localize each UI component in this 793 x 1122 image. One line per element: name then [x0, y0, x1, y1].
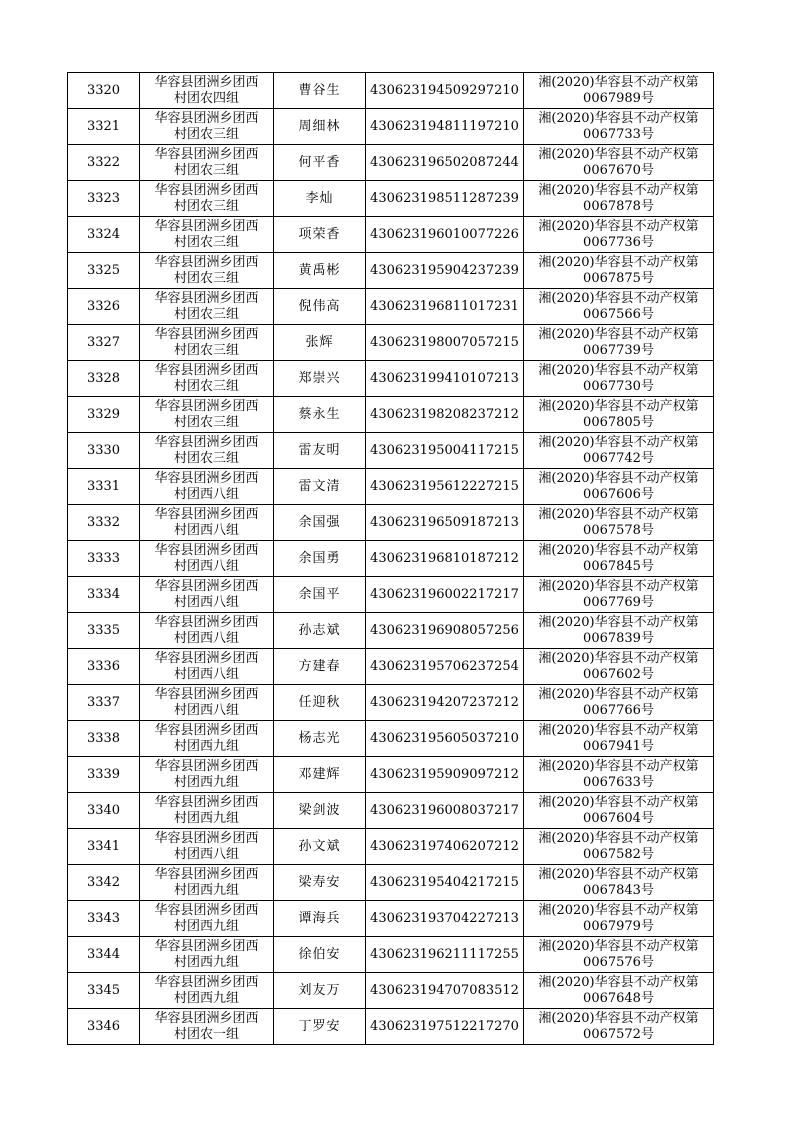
address-line-2: 村团农一组	[173, 1026, 239, 1042]
certificate-line-2: 0067670号	[583, 162, 654, 178]
address-line-1: 华容县团洲乡团西	[154, 74, 259, 90]
address-line-2: 村团西八组	[173, 666, 239, 682]
owner-name: 梁寿安	[274, 865, 366, 901]
id-number: 430623194811197210	[366, 109, 524, 145]
owner-name: 余国勇	[274, 541, 366, 577]
owner-name: 邓建辉	[274, 757, 366, 793]
address-cell	[140, 973, 274, 1009]
address-line-2: 村团西八组	[173, 702, 239, 718]
address-line-2: 村团农三组	[173, 450, 239, 466]
address-line-1: 华容县团洲乡团西	[154, 578, 259, 594]
address-line-2: 村团西八组	[173, 558, 239, 574]
certificate-line-2: 0067572号	[583, 1026, 654, 1042]
certificate-line-2: 0067633号	[583, 774, 654, 790]
address-line-2: 村团西九组	[173, 774, 239, 790]
table-row	[68, 973, 714, 1009]
address-line-1: 华容县团洲乡团西	[154, 506, 259, 522]
table-row	[68, 253, 714, 289]
table-row	[68, 613, 714, 649]
table-row	[68, 73, 714, 109]
certificate-line-2: 0067604号	[583, 810, 654, 826]
certificate-line-1: 湘(2020)华容县不动产权第	[538, 902, 699, 918]
certificate-cell	[524, 901, 714, 937]
address-line-2: 村团西九组	[173, 882, 239, 898]
certificate-line-2: 0067805号	[583, 414, 654, 430]
owner-name: 余国强	[274, 505, 366, 541]
owner-name: 郑崇兴	[274, 361, 366, 397]
certificate-cell	[524, 217, 714, 253]
certificate-line-1: 湘(2020)华容县不动产权第	[538, 758, 699, 774]
certificate-line-1: 湘(2020)华容县不动产权第	[538, 650, 699, 666]
certificate-cell	[524, 757, 714, 793]
certificate-line-1: 湘(2020)华容县不动产权第	[538, 1010, 699, 1026]
id-number: 430623196502087244	[366, 145, 524, 181]
address-line-1: 华容县团洲乡团西	[154, 974, 259, 990]
certificate-cell	[524, 397, 714, 433]
certificate-line-2: 0067578号	[583, 522, 654, 538]
row-number: 3324	[68, 217, 140, 253]
owner-name: 刘友万	[274, 973, 366, 1009]
row-number: 3329	[68, 397, 140, 433]
address-line-2: 村团西八组	[173, 486, 239, 502]
certificate-cell	[524, 289, 714, 325]
address-cell	[140, 937, 274, 973]
row-number: 3335	[68, 613, 140, 649]
id-number: 430623195605037210	[366, 721, 524, 757]
id-number: 430623194207237212	[366, 685, 524, 721]
owner-name: 余国平	[274, 577, 366, 613]
owner-name: 李灿	[274, 181, 366, 217]
table-row	[68, 901, 714, 937]
row-number: 3322	[68, 145, 140, 181]
id-number: 430623195904237239	[366, 253, 524, 289]
id-number: 430623198511287239	[366, 181, 524, 217]
address-line-1: 华容县团洲乡团西	[154, 434, 259, 450]
address-line-2: 村团农三组	[173, 414, 239, 430]
address-cell	[140, 73, 274, 109]
certificate-cell	[524, 793, 714, 829]
address-line-2: 村团农三组	[173, 270, 239, 286]
owner-name: 周细林	[274, 109, 366, 145]
address-line-1: 华容县团洲乡团西	[154, 686, 259, 702]
id-number: 430623196010077226	[366, 217, 524, 253]
certificate-line-1: 湘(2020)华容县不动产权第	[538, 614, 699, 630]
id-number: 430623197406207212	[366, 829, 524, 865]
address-line-2: 村团西九组	[173, 954, 239, 970]
certificate-line-2: 0067742号	[583, 450, 654, 466]
address-line-1: 华容县团洲乡团西	[154, 938, 259, 954]
certificate-cell	[524, 865, 714, 901]
address-cell	[140, 289, 274, 325]
owner-name: 任迎秋	[274, 685, 366, 721]
table-row	[68, 1009, 714, 1045]
owner-name: 黄禹彬	[274, 253, 366, 289]
certificate-cell	[524, 577, 714, 613]
certificate-line-2: 0067941号	[583, 738, 654, 754]
owner-name: 项荣香	[274, 217, 366, 253]
id-number: 430623197512217270	[366, 1009, 524, 1045]
owner-name: 徐伯安	[274, 937, 366, 973]
certificate-line-2: 0067730号	[583, 378, 654, 394]
address-cell	[140, 325, 274, 361]
address-line-2: 村团农三组	[173, 198, 239, 214]
certificate-line-2: 0067845号	[583, 558, 654, 574]
table-row	[68, 793, 714, 829]
certificate-cell	[524, 325, 714, 361]
certificate-line-1: 湘(2020)华容县不动产权第	[538, 794, 699, 810]
id-number: 430623196509187213	[366, 505, 524, 541]
address-cell	[140, 505, 274, 541]
row-number: 3323	[68, 181, 140, 217]
id-number: 430623196008037217	[366, 793, 524, 829]
certificate-cell	[524, 109, 714, 145]
row-number: 3338	[68, 721, 140, 757]
address-line-2: 村团西八组	[173, 522, 239, 538]
certificate-line-1: 湘(2020)华容县不动产权第	[538, 182, 699, 198]
address-cell	[140, 829, 274, 865]
table-row	[68, 865, 714, 901]
certificate-line-2: 0067733号	[583, 126, 654, 142]
certificate-line-2: 0067576号	[583, 954, 654, 970]
certificate-line-2: 0067839号	[583, 630, 654, 646]
address-cell	[140, 1009, 274, 1045]
table-row	[68, 289, 714, 325]
table-row	[68, 433, 714, 469]
certificate-line-2: 0067739号	[583, 342, 654, 358]
address-cell	[140, 109, 274, 145]
table-row	[68, 397, 714, 433]
table-row	[68, 109, 714, 145]
address-line-2: 村团农四组	[173, 90, 239, 106]
row-number: 3321	[68, 109, 140, 145]
address-line-2: 村团农三组	[173, 162, 239, 178]
address-line-1: 华容县团洲乡团西	[154, 326, 259, 342]
owner-name: 方建春	[274, 649, 366, 685]
table-row	[68, 181, 714, 217]
certificate-line-2: 0067878号	[583, 198, 654, 214]
certificate-line-1: 湘(2020)华容县不动产权第	[538, 866, 699, 882]
address-line-1: 华容县团洲乡团西	[154, 362, 259, 378]
address-cell	[140, 613, 274, 649]
row-number: 3326	[68, 289, 140, 325]
row-number: 3320	[68, 73, 140, 109]
row-number: 3331	[68, 469, 140, 505]
certificate-line-2: 0067875号	[583, 270, 654, 286]
address-line-1: 华容县团洲乡团西	[154, 758, 259, 774]
owner-name: 谭海兵	[274, 901, 366, 937]
id-number: 430623196810187212	[366, 541, 524, 577]
certificate-cell	[524, 361, 714, 397]
table-row	[68, 685, 714, 721]
address-line-1: 华容县团洲乡团西	[154, 794, 259, 810]
address-line-1: 华容县团洲乡团西	[154, 722, 259, 738]
address-line-1: 华容县团洲乡团西	[154, 614, 259, 630]
id-number: 430623194509297210	[366, 73, 524, 109]
certificate-line-1: 湘(2020)华容县不动产权第	[538, 974, 699, 990]
row-number: 3334	[68, 577, 140, 613]
certificate-line-2: 0067766号	[583, 702, 654, 718]
address-line-1: 华容县团洲乡团西	[154, 218, 259, 234]
address-cell	[140, 181, 274, 217]
owner-name: 孙文斌	[274, 829, 366, 865]
certificate-cell	[524, 937, 714, 973]
owner-name: 何平香	[274, 145, 366, 181]
certificate-line-1: 湘(2020)华容县不动产权第	[538, 146, 699, 162]
certificate-line-1: 湘(2020)华容县不动产权第	[538, 110, 699, 126]
address-line-2: 村团西九组	[173, 738, 239, 754]
address-cell	[140, 469, 274, 505]
table-row	[68, 721, 714, 757]
certificate-line-1: 湘(2020)华容县不动产权第	[538, 830, 699, 846]
row-number: 3328	[68, 361, 140, 397]
certificate-line-1: 湘(2020)华容县不动产权第	[538, 686, 699, 702]
certificate-cell	[524, 433, 714, 469]
row-number: 3332	[68, 505, 140, 541]
id-number: 430623195004117215	[366, 433, 524, 469]
address-cell	[140, 145, 274, 181]
id-number: 430623199410107213	[366, 361, 524, 397]
owner-name: 曹谷生	[274, 73, 366, 109]
certificate-line-1: 湘(2020)华容县不动产权第	[538, 254, 699, 270]
address-cell	[140, 361, 274, 397]
certificate-line-1: 湘(2020)华容县不动产权第	[538, 542, 699, 558]
row-number: 3342	[68, 865, 140, 901]
certificate-line-2: 0067736号	[583, 234, 654, 250]
address-cell	[140, 253, 274, 289]
address-cell	[140, 757, 274, 793]
table-row	[68, 829, 714, 865]
address-line-2: 村团农三组	[173, 378, 239, 394]
address-line-1: 华容县团洲乡团西	[154, 254, 259, 270]
address-line-1: 华容县团洲乡团西	[154, 650, 259, 666]
address-line-1: 华容县团洲乡团西	[154, 902, 259, 918]
owner-name: 蔡永生	[274, 397, 366, 433]
address-line-2: 村团农三组	[173, 342, 239, 358]
certificate-line-1: 湘(2020)华容县不动产权第	[538, 290, 699, 306]
address-cell	[140, 901, 274, 937]
row-number: 3341	[68, 829, 140, 865]
address-line-2: 村团农三组	[173, 126, 239, 142]
row-number: 3325	[68, 253, 140, 289]
address-line-1: 华容县团洲乡团西	[154, 182, 259, 198]
table-row	[68, 325, 714, 361]
certificate-line-1: 湘(2020)华容县不动产权第	[538, 362, 699, 378]
address-line-2: 村团西八组	[173, 846, 239, 862]
table-row	[68, 361, 714, 397]
certificate-cell	[524, 469, 714, 505]
id-number: 430623196908057256	[366, 613, 524, 649]
row-number: 3340	[68, 793, 140, 829]
certificate-line-1: 湘(2020)华容县不动产权第	[538, 722, 699, 738]
certificate-cell	[524, 145, 714, 181]
id-number: 430623193704227213	[366, 901, 524, 937]
address-cell	[140, 649, 274, 685]
certificate-line-1: 湘(2020)华容县不动产权第	[538, 938, 699, 954]
id-number: 430623195404217215	[366, 865, 524, 901]
table-row	[68, 577, 714, 613]
registry-table	[67, 72, 714, 1045]
certificate-line-2: 0067566号	[583, 306, 654, 322]
address-line-1: 华容县团洲乡团西	[154, 1010, 259, 1026]
certificate-cell	[524, 1009, 714, 1045]
address-line-2: 村团农三组	[173, 306, 239, 322]
address-cell	[140, 217, 274, 253]
registry-table-body	[68, 73, 714, 1045]
address-cell	[140, 433, 274, 469]
certificate-line-2: 0067769号	[583, 594, 654, 610]
certificate-cell	[524, 181, 714, 217]
owner-name: 雷文清	[274, 469, 366, 505]
row-number: 3336	[68, 649, 140, 685]
certificate-line-1: 湘(2020)华容县不动产权第	[538, 506, 699, 522]
owner-name: 梁剑波	[274, 793, 366, 829]
certificate-line-2: 0067602号	[583, 666, 654, 682]
id-number: 430623198208237212	[366, 397, 524, 433]
id-number: 430623195706237254	[366, 649, 524, 685]
row-number: 3337	[68, 685, 140, 721]
address-line-1: 华容县团洲乡团西	[154, 866, 259, 882]
certificate-cell	[524, 829, 714, 865]
certificate-cell	[524, 973, 714, 1009]
row-number: 3346	[68, 1009, 140, 1045]
table-row	[68, 757, 714, 793]
row-number: 3333	[68, 541, 140, 577]
certificate-line-1: 湘(2020)华容县不动产权第	[538, 218, 699, 234]
owner-name: 张辉	[274, 325, 366, 361]
table-row	[68, 649, 714, 685]
certificate-line-2: 0067843号	[583, 882, 654, 898]
id-number: 430623196811017231	[366, 289, 524, 325]
row-number: 3339	[68, 757, 140, 793]
address-cell	[140, 541, 274, 577]
address-cell	[140, 865, 274, 901]
certificate-cell	[524, 541, 714, 577]
certificate-cell	[524, 253, 714, 289]
certificate-line-2: 0067606号	[583, 486, 654, 502]
address-line-2: 村团西八组	[173, 630, 239, 646]
row-number: 3344	[68, 937, 140, 973]
row-number: 3330	[68, 433, 140, 469]
certificate-cell	[524, 613, 714, 649]
address-line-1: 华容县团洲乡团西	[154, 830, 259, 846]
certificate-line-1: 湘(2020)华容县不动产权第	[538, 398, 699, 414]
id-number: 430623198007057215	[366, 325, 524, 361]
certificate-line-1: 湘(2020)华容县不动产权第	[538, 434, 699, 450]
owner-name: 丁罗安	[274, 1009, 366, 1045]
row-number: 3345	[68, 973, 140, 1009]
address-line-2: 村团西九组	[173, 918, 239, 934]
id-number: 430623195612227215	[366, 469, 524, 505]
address-line-2: 村团西九组	[173, 810, 239, 826]
certificate-line-1: 湘(2020)华容县不动产权第	[538, 74, 699, 90]
address-line-2: 村团农三组	[173, 234, 239, 250]
certificate-line-2: 0067989号	[583, 90, 654, 106]
certificate-line-1: 湘(2020)华容县不动产权第	[538, 326, 699, 342]
address-cell	[140, 577, 274, 613]
table-row	[68, 217, 714, 253]
id-number: 430623196211117255	[366, 937, 524, 973]
table-row	[68, 937, 714, 973]
certificate-cell	[524, 685, 714, 721]
certificate-cell	[524, 73, 714, 109]
certificate-cell	[524, 505, 714, 541]
certificate-line-2: 0067979号	[583, 918, 654, 934]
address-line-1: 华容县团洲乡团西	[154, 542, 259, 558]
id-number: 430623196002217217	[366, 577, 524, 613]
id-number: 430623194707083512	[366, 973, 524, 1009]
certificate-cell	[524, 721, 714, 757]
owner-name: 杨志光	[274, 721, 366, 757]
certificate-line-1: 湘(2020)华容县不动产权第	[538, 578, 699, 594]
table-row	[68, 505, 714, 541]
address-line-1: 华容县团洲乡团西	[154, 470, 259, 486]
address-cell	[140, 397, 274, 433]
id-number: 430623195909097212	[366, 757, 524, 793]
address-line-1: 华容县团洲乡团西	[154, 146, 259, 162]
row-number: 3343	[68, 901, 140, 937]
address-line-2: 村团西八组	[173, 594, 239, 610]
certificate-line-2: 0067648号	[583, 990, 654, 1006]
certificate-cell	[524, 649, 714, 685]
row-number: 3327	[68, 325, 140, 361]
owner-name: 倪伟高	[274, 289, 366, 325]
certificate-line-2: 0067582号	[583, 846, 654, 862]
address-cell	[140, 685, 274, 721]
address-cell	[140, 721, 274, 757]
certificate-line-1: 湘(2020)华容县不动产权第	[538, 470, 699, 486]
owner-name: 雷友明	[274, 433, 366, 469]
address-line-1: 华容县团洲乡团西	[154, 110, 259, 126]
owner-name: 孙志斌	[274, 613, 366, 649]
table-row	[68, 145, 714, 181]
address-cell	[140, 793, 274, 829]
address-line-1: 华容县团洲乡团西	[154, 398, 259, 414]
address-line-2: 村团西九组	[173, 990, 239, 1006]
table-row	[68, 541, 714, 577]
table-row	[68, 469, 714, 505]
address-line-1: 华容县团洲乡团西	[154, 290, 259, 306]
